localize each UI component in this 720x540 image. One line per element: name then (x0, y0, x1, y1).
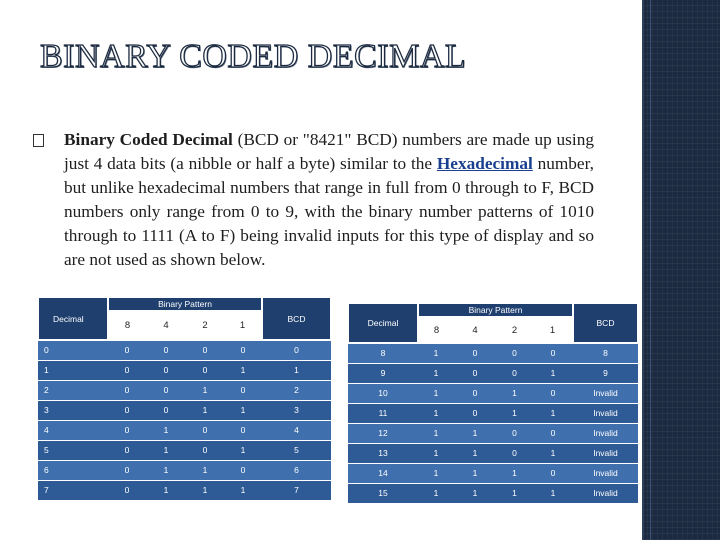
decimal-cell: 4 (38, 420, 108, 440)
bcd-table-right (347, 302, 639, 504)
bit-cell: 0 (108, 460, 146, 480)
bit-cell: 0 (533, 463, 573, 483)
bit-cell: 0 (146, 380, 186, 400)
paragraph-text-2: number, but unlike hexadecimal numbers that range in full from 0 through to F, BCD numbers only range from 0 to 9, with the binary number patterns of 1010 through to 1111 (A to F) being invalid inputs for this type of display and so are not used as shown below. (64, 154, 594, 269)
bit-cell: 0 (186, 420, 224, 440)
bit-cell: 0 (496, 443, 533, 463)
header-decimal: Decimal (348, 303, 418, 343)
bit-cell: 1 (418, 463, 454, 483)
bit-cell: 1 (418, 403, 454, 423)
paragraph-text-1: (BCD or "8421" BCD) numbers are made up using just 4 data bits (a nibble or half a byte) similar to the (64, 130, 594, 173)
bcd-cell: 8 (573, 343, 638, 363)
bit-cell: 1 (418, 363, 454, 383)
header-bit-4: 4 (454, 317, 496, 343)
bit-cell: 0 (224, 420, 262, 440)
bcd-cell: 4 (262, 420, 331, 440)
table-row (348, 443, 638, 463)
bit-cell: 1 (533, 483, 573, 503)
bit-cell: 0 (146, 340, 186, 360)
header-binary-pattern: Binary Pattern (108, 297, 262, 311)
bit-cell: 0 (224, 460, 262, 480)
header-bit-1: 1 (533, 317, 573, 343)
bit-cell: 1 (418, 423, 454, 443)
bcd-cell: 3 (262, 400, 331, 420)
bit-cell: 0 (108, 420, 146, 440)
decimal-cell: 7 (38, 480, 108, 500)
decimal-cell: 9 (348, 363, 418, 383)
bit-cell: 1 (533, 363, 573, 383)
bit-cell: 1 (186, 380, 224, 400)
table-row (38, 360, 331, 380)
bit-cell: 1 (496, 463, 533, 483)
decimal-cell: 12 (348, 423, 418, 443)
decorative-side-band (642, 0, 720, 540)
bit-cell: 0 (186, 360, 224, 380)
bit-cell: 0 (454, 343, 496, 363)
bit-cell: 1 (146, 420, 186, 440)
bit-cell: 0 (496, 363, 533, 383)
table-row (348, 423, 638, 443)
bit-cell: 1 (146, 460, 186, 480)
header-bit-4: 4 (146, 311, 186, 340)
bit-cell: 1 (454, 463, 496, 483)
bcd-cell: Invalid (573, 423, 638, 443)
bit-cell: 0 (146, 360, 186, 380)
bit-cell: 0 (533, 423, 573, 443)
bit-cell: 0 (186, 340, 224, 360)
bullet-box-icon (33, 134, 44, 147)
header-bit-1: 1 (224, 311, 262, 340)
bcd-cell: Invalid (573, 483, 638, 503)
bit-cell: 1 (224, 360, 262, 380)
table-row (38, 440, 331, 460)
bit-cell: 1 (224, 480, 262, 500)
bit-cell: 0 (454, 383, 496, 403)
bit-cell: 0 (454, 363, 496, 383)
decimal-cell: 8 (348, 343, 418, 363)
bcd-cell: Invalid (573, 443, 638, 463)
table-row (38, 420, 331, 440)
bit-cell: 1 (496, 483, 533, 503)
bit-cell: 1 (533, 403, 573, 423)
bit-cell: 0 (496, 343, 533, 363)
decimal-cell: 5 (38, 440, 108, 460)
bit-cell: 0 (108, 400, 146, 420)
decimal-cell: 3 (38, 400, 108, 420)
bit-cell: 1 (418, 483, 454, 503)
bit-cell: 0 (108, 380, 146, 400)
bit-cell: 0 (224, 340, 262, 360)
bcd-cell: 7 (262, 480, 331, 500)
header-bcd: BCD (573, 303, 638, 343)
bcd-cell: 1 (262, 360, 331, 380)
header-decimal: Decimal (38, 297, 108, 340)
bit-cell: 0 (186, 440, 224, 460)
body-paragraph (64, 128, 594, 272)
decimal-cell: 13 (348, 443, 418, 463)
bit-cell: 1 (454, 423, 496, 443)
bcd-term: Binary Coded Decimal (64, 130, 233, 149)
header-bcd: BCD (262, 297, 331, 340)
header-binary-pattern: Binary Pattern (418, 303, 573, 317)
hexadecimal-link[interactable]: Hexadecimal (436, 154, 533, 173)
bcd-table-left (37, 296, 332, 501)
bit-cell: 0 (496, 423, 533, 443)
decimal-cell: 10 (348, 383, 418, 403)
bcd-cell: 5 (262, 440, 331, 460)
bit-cell: 0 (146, 400, 186, 420)
bit-cell: 0 (108, 480, 146, 500)
table-row (348, 363, 638, 383)
bit-cell: 1 (418, 343, 454, 363)
decimal-cell: 1 (38, 360, 108, 380)
table-row (38, 380, 331, 400)
decimal-cell: 15 (348, 483, 418, 503)
bit-cell: 0 (224, 380, 262, 400)
table-row (348, 483, 638, 503)
decimal-cell: 0 (38, 340, 108, 360)
bit-cell: 1 (224, 400, 262, 420)
bit-cell: 1 (146, 480, 186, 500)
bit-cell: 0 (108, 340, 146, 360)
table-row (38, 480, 331, 500)
bit-cell: 1 (454, 483, 496, 503)
bcd-cell: Invalid (573, 463, 638, 483)
table-row (348, 383, 638, 403)
decimal-cell: 11 (348, 403, 418, 423)
table-row (348, 463, 638, 483)
bit-cell: 1 (418, 383, 454, 403)
bit-cell: 1 (454, 443, 496, 463)
bcd-cell: 0 (262, 340, 331, 360)
bcd-cell: 2 (262, 380, 331, 400)
table-row (348, 343, 638, 363)
header-bit-8: 8 (108, 311, 146, 340)
table-row (38, 340, 331, 360)
bit-cell: 1 (186, 400, 224, 420)
table-row (38, 460, 331, 480)
bcd-cell: Invalid (573, 383, 638, 403)
decimal-cell: 14 (348, 463, 418, 483)
table-row (348, 403, 638, 423)
bit-cell: 1 (186, 460, 224, 480)
decimal-cell: 2 (38, 380, 108, 400)
bit-cell: 0 (108, 440, 146, 460)
bit-cell: 0 (108, 360, 146, 380)
bit-cell: 1 (186, 480, 224, 500)
bit-cell: 1 (146, 440, 186, 460)
bit-cell: 1 (418, 443, 454, 463)
bit-cell: 0 (533, 343, 573, 363)
bcd-cell: 6 (262, 460, 331, 480)
slide-title: BINARY CODED DECIMAL (40, 38, 467, 75)
table-row (38, 400, 331, 420)
bit-cell: 1 (496, 383, 533, 403)
bit-cell: 1 (224, 440, 262, 460)
decimal-cell: 6 (38, 460, 108, 480)
header-bit-2: 2 (186, 311, 224, 340)
bit-cell: 1 (496, 403, 533, 423)
bcd-cell: 9 (573, 363, 638, 383)
bit-cell: 1 (533, 443, 573, 463)
bcd-cell: Invalid (573, 403, 638, 423)
header-bit-2: 2 (496, 317, 533, 343)
header-bit-8: 8 (418, 317, 454, 343)
bit-cell: 0 (533, 383, 573, 403)
bit-cell: 0 (454, 403, 496, 423)
